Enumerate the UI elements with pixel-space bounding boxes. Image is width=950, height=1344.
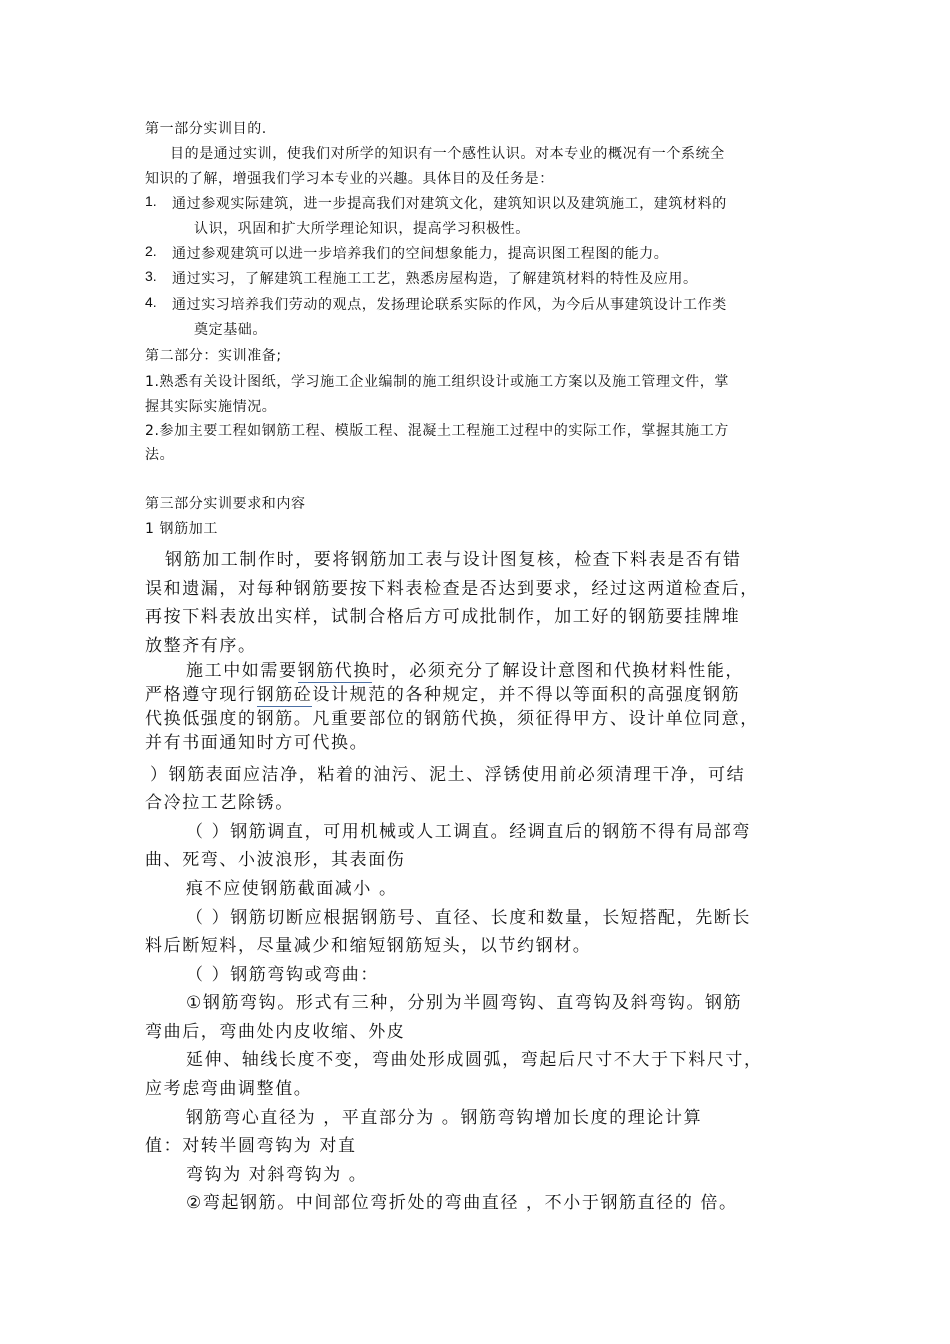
list-item-text: 通过参观建筑可以进一步培养我们的空间想象能力，提高识图工程图的能力。 — [172, 246, 669, 262]
list-item-text: 通过实习，了解建筑工程施工工艺，熟悉房屋构造，了解建筑材料的特性及应用。 — [172, 271, 698, 287]
part2-item1-line2: 握其实际实施情况。 — [145, 399, 277, 415]
paragraph-line: 弯曲后，弯曲处内皮收缩、外皮 — [145, 1022, 406, 1042]
paragraph-line: 痕不应使钢筋截面减小 。 — [186, 879, 398, 899]
text-span: 严格遵守现行 — [145, 685, 257, 705]
paragraph-line: ①钢筋弯钩。形式有三种，分别为半圆弯钩、直弯钩及斜弯钩。钢筋 — [186, 993, 743, 1013]
paragraph-line: 应考虑弯曲调整值。 — [145, 1079, 313, 1099]
list-item-number: 1. — [145, 193, 157, 209]
paragraph-line: （ ）钢筋切断应根据钢筋号、直径、长度和数量，长短搭配，先断长 — [186, 908, 752, 928]
paragraph-line: ）钢筋表面应洁净，粘着的油污、泥土、浮锈使用前必须清理干净，可结 — [150, 765, 746, 785]
list-item-text-cont: 奠定基础。 — [194, 322, 267, 338]
paragraph-line: 钢筋弯心直径为 ，平直部分为 。钢筋弯钩增加长度的理论计算 — [186, 1108, 703, 1128]
text-span: 施工中如需要 — [186, 661, 298, 681]
paragraph-line: 代换低强度的钢筋。凡重要部位的钢筋代换，须征得甲方、设计单位同意， — [145, 709, 759, 729]
part2-item2-line1: 2.参加主要工程如钢筋工程、模版工程、混凝土工程施工过程中的实际工作，掌握其施工方 — [145, 423, 729, 439]
paragraph-line — [145, 680, 740, 705]
paragraph-line: 延伸、轴线长度不变，弯曲处形成圆弧，弯起后尺寸不大于下料尺寸， — [186, 1050, 763, 1070]
text-span: 设计规范的各种规定，并不得以等面积的高强度钢筋 — [312, 685, 741, 705]
part1-heading: 第一部分实训目的. — [145, 121, 267, 137]
paragraph-line: （ ）钢筋调直，可用机械或人工调直。经调直后的钢筋不得有局部弯 — [186, 822, 752, 842]
paragraph-line: 再按下料表放出实样，试制合格后方可成批制作，加工好的钢筋要挂牌堆 — [145, 607, 741, 627]
link-rebar-substitution[interactable]: 钢筋代换 — [297, 661, 373, 681]
paragraph-line: 并有书面通知时方可代换。 — [145, 733, 369, 753]
paragraph-line: 误和遗漏，对每种钢筋要按下料表检查是否达到要求，经过这两道检查后， — [145, 579, 759, 599]
paragraph-line: 值：对转半圆弯钩为 对直 — [145, 1136, 357, 1156]
section-rebar-processing: 1 钢筋加工 — [145, 521, 218, 537]
paragraph-line: 合冷拉工艺除锈。 — [145, 793, 294, 813]
paragraph-line: 放整齐有序。 — [145, 636, 257, 656]
paragraph-line: ②弯起钢筋。中间部位弯折处的弯曲直径 ，不小于钢筋直径的 倍。 — [186, 1193, 738, 1213]
part2-item1-line1: 1.熟悉有关设计图纸，学习施工企业编制的施工组织设计或施工方案以及施工管理文件，掌 — [145, 374, 729, 390]
list-item-text: 通过实习培养我们劳动的观点，发扬理论联系实际的作风，为今后从事建筑设计工作类 — [172, 297, 727, 313]
paragraph-line: 钢筋加工制作时，要将钢筋加工表与设计图复核，检查下料表是否有错 — [165, 550, 742, 570]
paragraph-line: 弯钩为 对斜弯钩为 。 — [186, 1165, 368, 1185]
list-item-number: 4. — [145, 294, 157, 310]
paragraph-line — [186, 656, 744, 681]
part2-heading: 第二部分：实训准备; — [145, 348, 282, 364]
part1-intro-line2: 知识的了解，增强我们学习本专业的兴趣。具体目的及任务是： — [145, 171, 554, 187]
part1-intro-line1: 目的是通过实训，使我们对所学的知识有一个感性认识。对本专业的概况有一个系统全 — [170, 146, 725, 162]
list-item-number: 2. — [145, 243, 157, 259]
link-reinforced-concrete[interactable]: 钢筋砼 — [256, 685, 313, 705]
part3-heading: 第三部分实训要求和内容 — [145, 496, 306, 512]
paragraph-line: 曲、死弯、小波浪形，其表面伤 — [145, 850, 406, 870]
paragraph-line: 料后断短料，尽量减少和缩短钢筋短头，以节约钢材。 — [145, 936, 592, 956]
paragraph-line: （ ）钢筋弯钩或弯曲： — [186, 965, 380, 985]
text-span: 时，必须充分了解设计意图和代换材料性能， — [372, 661, 745, 681]
part2-item2-line2: 法。 — [145, 447, 175, 463]
list-item-text-cont: 认识，巩固和扩大所学理论知识，提高学习积极性。 — [194, 221, 530, 237]
list-item-number: 3. — [145, 268, 157, 284]
list-item-text: 通过参观实际建筑，进一步提高我们对建筑文化，建筑知识以及建筑施工，建筑材料的 — [172, 196, 727, 212]
